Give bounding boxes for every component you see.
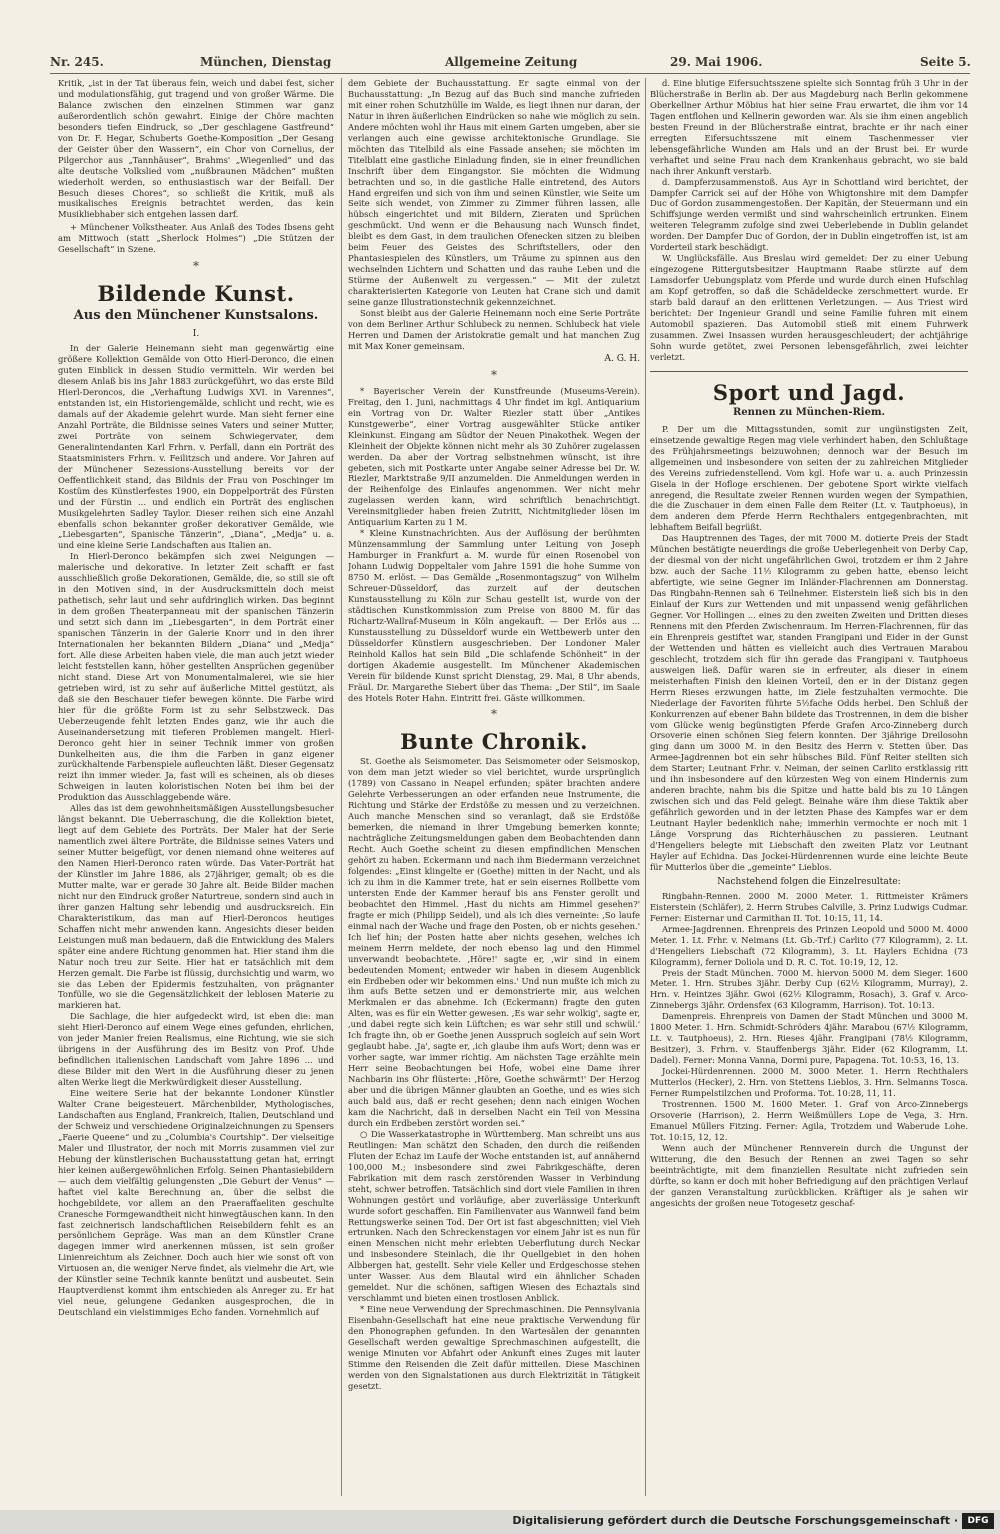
issue-date: 29. Mai 1906. xyxy=(670,55,763,69)
article-text: d. Eine blutige Eifersuchtsszene spielte sich Sonntag früh 3 Uhr in der Blücherstraße in Berlin ab. Der aus Magdeburg nach Berlin gekommene Oberkellner Arthur Möbius hat hier seine Frau erwartet, die ihm vor 14 Tagen entflohen und Kellnerin geworden war. Als sie ihm einen angeblich besten Freund in der Blücherstraße eintrat, brachte er ihr nach einer erregten Eifersuchtsszene mit einem Taschenmesser vier lebensgefährliche Wunden am Hals und an der Brust bei. Er wurde verhaftet und seine Frau nach dem Krankenhaus gebracht, wo sie bald nach ihrer Ankunft verstarb. xyxy=(650,78,968,176)
article-text: In der Galerie Heinemann sieht man gegenwärtig eine größere Kollektion Gemälde von Otto Hierl-Deronco, die einen guten Einblick in dessen Studio vermitteln. Wir werden bei diesem Anlaß bis ins Jahr 1883 zurückgeführt, wo das erste Bild Hierl-Deroncos, die „Verhaftung Ludwigs XVI. in Varennes“, entstanden ist, ein Historiengemälde, schlicht und recht, wie es damals auf der Akademie gelehrt wurde. Man sieht ferner eine Anzahl Porträte, die Bildnisse seines Vaters und seiner Mutter, zwei Porträte von seinem Schwiegervater, dem Generalintendanten Karl Frhrn. v. Perfall, dann ein Porträt des Staatsministers Frhrn. v. Feilitzsch und andere. Vor Jahren auf der Münchener Sezessions-Ausstellung bereits vor der Oeffentlichkeit stand, das Bildnis der Frau von Poschinger im Kostüm des Künstlerfestes 1900, ein Doppelporträt des Fürsten und der Fürstin ... und endlich ein Porträt des englischen Musikgelehrten Sadley Taylor. Dieser reihen sich eine Anzahl ebenfalls schon bekannter großer dekorativer Gemälde, wie „Liebesgarten“, Spanische Tänzerin“, „Diana“, „Medja“ u. a. und eine kleine Serie Landschaften aus Italien an. xyxy=(58,343,334,551)
page-margin xyxy=(50,1493,970,1510)
race-result: Trostrennen. 1500 M. 1600 Meter. 1. Graf von Arco-Zinnebergs Orsoverie (Harrison), 2. Herrn Weißmüllers Lope de Vega, 3. Hrn. Emanuel Müllers Fitzing. Ferner: Agila, Trotzdem und Waberude Lohe. Tot. 10:15, 12, 12. xyxy=(650,1098,968,1142)
column-1 xyxy=(58,78,334,1493)
separator: * xyxy=(491,707,497,722)
article-text: P. Der um die Mittagsstunden, somit zur ungünstigsten Zeit, einsetzende gewaltige Regen mag viele verhindert haben, den Schlußtage des Frühjahrsmeetings beizuwohnen; dennoch war der Besuch im allgemeinen und insbesondere von seiten der zu zahlreichen Mitglieder des Vereins zufriedenstellend. Vom kgl. Hofe war u. a. auch Prinzessin Gisela in der Hofloge erschienen. Der gebotene Sport wirkte vielfach anregend, die Resultate zweier Rennen wurden wegen der Sympathien, die die Zuschauer in dem einen Falle dem Reiter (Lt. v. Tautphoeus), in dem anderen dem Pferde Herrn Rechthalers entgegenbrachten, mit lebhaftem Beifall begrüßt. xyxy=(650,423,968,533)
section-title: Sport und Jagd. xyxy=(712,379,906,405)
article-text: Eine weitere Serie hat der bekannte Londoner Künstler Walter Crane beigesteuert. Märchenbilder, Mythologisches, Landschaften aus England, Frankreich, Italien, Deutschland und der Schweiz und verschiedene Originalzeichnungen zu Spensers „Faerie Queene“ und zu „Columbia's Courtship“. Der vielseitige Maler und Illustrator, der noch mit Morris zusammen viel zur Hebung der künstlerischen Buchausstattung getan hat, erringt hier keinen außergewöhnlichen Erfolg. Seinen Phantasiebildern — auch dem vielfältig gelungensten „Die Geburt der Venus“ — haftet viel kalte Berechnung an, über die selbst die hochgebildete, vor allem an den Praeraffaeliten geschulte Cranesche Formgewandtheit nicht hinwegtäuschen kann. In den fast zeichnerisch landschaftlichen Reisebildern fehlt es an persönlichem Gepräge. Was man an dem Künstler Crane dagegen immer wird anerkennen müssen, ist sein großer Linienreichtum als Zeichner. Doch auch hier wie sonst oft von Virtuosen an, die weniger Nerve findet, als vielmehr die Art, wie der Künstler seine Technik kannte benützt und ausbeutet. Sein Hauptverdienst kommt ihm entschieden als Anreger zu. Er hat viel neue, gelungene Gedanken ausgesprochen, die in Deutschland ein vielstimmiges Echo fanden. Vornehmlich auf xyxy=(58,1088,334,1318)
section-title: Bildende Kunst. xyxy=(97,281,295,307)
article-text: d. Dampferzusammenstoß. Aus Ayr in Schottland wird berichtet, der Dampfer Carrick sei auf der Höhe von Whigtonshire mit dem Dampfer Duc of Gordon zusammengestoßen. Der Kapitän, der Steuermann und ein Schiffsjunge werden vermißt und sind wahrscheinlich ertrunken. Einem weiteren Telegramm zufolge sind zwei Ueberlebende in Dublin gelandet worden. Der Dampfer Duc of Gordon, der in Dublin eingetroffen ist, ist am Vorderteil stark beschädigt. xyxy=(650,176,968,253)
place-day: München, Dienstag xyxy=(200,55,332,69)
article-text: + Münchener Volkstheater. Aus Anlaß des Todes Ibsens geht am Mittwoch (statt „Sherlock Holmes“) „Die Stützen der Gesellschaft“ in Szene. xyxy=(58,222,334,255)
funding-credit: Digitalisierung gefördert durch die Deutsche Forschungsgemeinschaft · xyxy=(512,1514,958,1527)
section-rule xyxy=(650,371,968,378)
issue-number: Nr. 245. xyxy=(50,55,104,69)
article-text: ○ Die Wasserkatastrophe in Württemberg. Man schreibt uns aus Reutlingen: Man schätzt den Schaden, den durch die reißenden Fluten der Echaz im Laufe der Woche entstanden ist, auf annähernd 100,000 M.; insbesondere sind zwei Fabrikgeschäfte, deren Fabrikation mit dem rasch zerstörenden Wasser in Verbindung steht, schwer betroffen. Tatsächlich sind dort viele Familien in ihren Wohnungen gestört und vorläufige, aber zuverlässige Unterkunft wurde sofort geschaffen. Ein Familienvater aus Wannweil fand beim Rettungswerke seinen Tod. Der Ort ist fast abgeschnitten; viel Vieh ertrunken. Nach den Schreckenstagen vor einem Jahr ist es nun für einen Menschen nicht mehr erlebten Ueberflutung durch Neckar und insbesondere Steinlach, die ihr Quellgebiet in den hohen Albbergen hat, gestellt. Sehr viele Keller und Erdgeschosse stehen unter Wasser. Aus dem Blautal wird ein ähnlicher Schaden gemeldet. Nur die schönen, saftigen Wiesen des Echaztals sind verschlammt und bieten einen trostlosen Anblick. xyxy=(348,1128,640,1304)
race-result: Jockei-Hürdenrennen. 2000 M. 3000 Meter. 1. Herrn Rechthalers Mutterlos (Hecker), 2. Hrn. von Stettens Lieblos, 3. Hrn. Selmanns Tosca. Ferner Rumpelstilzchen und Proforma. Tot. 10:28, 11, 11. xyxy=(650,1066,968,1099)
section-subtitle: Aus den Münchener Kunstsalons. xyxy=(73,308,319,324)
part-numeral: I. xyxy=(192,329,200,340)
article-text: dem Gebiete der Buchausstattung. Er sagte einmal von der Buchausstattung: „In Bezug auf das Buch sind manche zufrieden mit einer rohen Schutzhülle im Walde, es liegt ihnen nur daran, der Natur in ihren äußerlichen Eindrücken so nahe wie möglich zu sein. Andere möchten wohl ihr Haus mit einem Garten umgeben, aber sie verlangen auch eine gewisse architektonische Grundlage. Sie möchten das Titelbild als eine Fassade ansehen; sie möchten im Titelblatt eine gastliche Einladung finden, sie in einer freundlichen Inschrift über dem Eingangstor. Sie möchten die Widmung betrachten und so, in die gastliche Halle eintretend, des Autors Hand ergreifen und sich von ihm und seinen Künstler, wie Seite um Seite sich wendet, von Zimmer zu Zimmer führen lassen, alle hübsch eingerichtet und mit Bildern, Zieraten und Sprüchen geschmückt. Und wenn er die Behausung nach Wunsch findet, bleibt es dem Gast, in dem traulichen Ofenecken sitzen zu bleiben beim Feuer des Geistes des Schriftstellers, oder den Phantasiespielen des Künstlers, um Träume zu spinnen aus den wechselnden Lichtern und Schatten und das rauhe Leben und die Stürme der Außenwelt zu vergessen.“ — Mit der zuletzt charakterisierten Kategorie von Leuten hat Crane sich und damit seine ganze Illustrationstechnik gekennzeichnet. xyxy=(348,78,640,308)
article-text: Kritik, „ist in der Tat überaus fein, weich und dabei fest, sicher und modulationsfähig, gut tragend und von großer Wärme. Die Balance zwischen den einzelnen Stimmen war ganz außerordentlich schön gewahrt. Einige der Chöre machten besonders tiefen Eindruck, so „Der geschlagene Gastfreund“ von Dr. F. Hegar, Schuberts Goethe-Komposition „Der Gesang der Geister über den Wassern“, ein Chor von Cornelius, der Pilgerchor aus „Tannhäuser“, Brahms' „Wiegenlied“ und das alte deutsche Volkslied vom „nußbraunen Mädchen“ mußten wiederholt werden, so enthusiastisch war der Beifall. Der Besuch dieses Chores“, so schließt die Kritik, muß als musikalisches Ereignis betrachtet werden, das kein Musikliebhaber sich entgehen lassen darf. xyxy=(58,78,334,220)
dfg-logo-icon: DFG xyxy=(962,1513,994,1529)
page-header xyxy=(50,55,970,71)
article-text: W. Unglücksfälle. Aus Breslau wird gemeldet: Der zu einer Uebung eingezogene Rittergutsbesitzer Hauptmann Raabe stürzte auf dem Lamsdorfer Uebungsplatz vom Pferde und wurde durch einen Hufschlag am Kopf getroffen, so daß die Schädeldecke zerschmettert wurde. Er starb bald darauf an den erlittenen Verletzungen. — Aus Triest wird berichtet: Der Ingenieur Grandl und seine Familie fuhren mit einem Automobil spazieren. Das Automobil stieß mit einem Fuhrwerk zusammen. Zwei Insassen wurden herausgeschleudert; der achtjährige Sohn wurde getötet, zwei Personen lebensgefährlich, zwei leichter verletzt. xyxy=(650,253,968,362)
header-rule xyxy=(50,73,970,74)
column-2 xyxy=(348,78,640,1493)
article-text: Wenn auch der Münchener Rennverein durch die Ungunst der Witterung, die den Besuch der Rennen an zwei Tagen so sehr beeinträchtigte, mit dem finanziellen Resultate nicht zufrieden sein dürfte, so kann er doch mit hoher Befriedigung auf den prächtigen Verlauf der ganzen Veranstaltung zurückblicken. Kräftiger als je sahen wir angesichts der großen neue Totogesetz geschaf- xyxy=(650,1142,968,1208)
article-text: Alles das ist dem gewohnheitsmäßigen Ausstellungsbesucher längst bekannt. Die Ueberraschung, die die Kollektion bietet, liegt auf dem Gebiete des Porträts. Der Maler hat der Serie namentlich zwei ältere Porträte, die Bildnisse seines Vaters und seiner Mutter beigefügt, vor denen niemand ohne weiteres auf den Namen Hierl-Deronco raten würde. Das Vater-Porträt hat der Künstler im Jahre 1886, als 27jähriger, gemalt; ob es die Mutter malte, war er gerade 30 Jahre alt. Beide Bilder machen nicht nur den Eindruck großer Naturtreue, sondern sind auch in ihrer ganzen Haltung sehr lebendig und ausdrucksreich. Ein Charakteristikum, das man auf Hierl-Deroncos heutiges Schaffen nicht mehr anwenden kann. Angesichts dieser beiden Leistungen muß man bedauern, daß die Entwicklung des Malers später eine andere Richtung genommen hat. Hier stand ihm die Natur noch treu zur Seite. Hier hat er tatsächlich mit dem Herzen gemalt. Die Farbe ist flüssig, durchsichtig und warm, wo sie das Leben der Epidermis festzuhalten, von prägnanter Tonfülle, wo sie die Gegensätzlichkeit der leblosen Materie zu markieren hat. xyxy=(58,803,334,1011)
race-result: Damenpreis. Ehrenpreis von Damen der Stadt München und 3000 M. 1800 Meter. 1. Hrn. Schmidt-Schröders 4jähr. Marabou (67½ Kilogramm, Lt. v. Tautphoeus), 2. Hrn. Rieses 4jähr. Frangipani (78½ Kilogramm, Besitzer), 3. Frhrn. v. Stauffenbergs 3jähr. Eider (62 Kilogramm, Lt. Dadel). Ferner: Monna Vanna, Dormi pure, Papagena. Tot. 10:53, 16, 13. xyxy=(650,1011,968,1066)
section-title: Bunte Chronik. xyxy=(400,729,588,755)
article-text: Sonst bleibt aus der Galerie Heinemann noch eine Serie Porträte von dem Berliner Arthur Schlubeck zu nennen. Schlubeck hat viele Herren und Damen der Aristokratie gemalt und hat manchen Zug mit Max Koner gemeinsam. xyxy=(348,308,640,351)
section-subtitle: Rennen zu München-Riem. xyxy=(732,406,886,418)
author-signature: A. G. H. xyxy=(604,353,640,364)
digitization-footer xyxy=(0,1510,1000,1534)
column-divider xyxy=(341,78,342,1496)
race-result: Ringbahn-Rennen. 2000 M. 2000 Meter. 1. Rittmeister Krämers Eisterstein (Schläfer), 2. Herrn Strubes Calville, 3. Prinz Ludwigs Cudmar. Ferner: Eisternar und Carmithan II. Tot. 10:15, 11, 14. xyxy=(650,890,968,923)
article-text: Das Hauptrennen des Tages, der mit 7000 M. dotierte Preis der Stadt München bestätigte neuerdings die große Ueberlegenheit von Derby Cap, der diesmal von der nicht ungefährlichen Gwoi, trotzdem er ihm 2 Jahre bzw. auch der Sache 11½ Kilogramm zu geben hatte, ebenso leicht abfertigte, wie seine Gegner im Inländer-Flachrennen am Donnerstag. Das Ringbahn-Rennen sah 6 Teilnehmer. Eisterstein ließ sich bis in den Einlauf der Kurs zur Wettenden und mit unpassend wenig gefährlichen Gegner. Vor Hollingen ... eines zu den zweiten Zweiten und Dritten dieses Rennens mit den Pferden Zwischenraum. Im Herren-Flachrennen, für das ein Ehrenpreis gestiftet war, standen Frangipani und Eider in der Gunst der Wettenden und hätten es vielleicht auch dies Vertrauen Marabou geschlecht, trotzdem sich für ihn gerade das Frangipani v. Tautphoeus ausweigen ließ. Dafür waren sie in erfreuter, als dieser in einem meisterhaften Finish den kleinen Vorteil, den er in der Distanz gegen Herrn Rieses erzwungen hatte, im Ziele festzuhalten vermochte. Die Niederlage der Favoriten führte 5½fache Odds herbei. Den Schluß der Konkurrenzen auf ebener Bahn bildete das Trostrennen, in dem die bisher vom Glücke wenig begünstigten Pferde Grafen Arco-Zinneberg durch Orsoverie einen schönen Sieg feiern konnten. Der 3jährige Dreilosohn ging dann um 3000 M. in den Besitz des Herrn v. Stetten über. Das Armee-Jagdrennen bot ein sehr hübsches Bild. Fünf Reiter stellten sich dem Starter; Leutnant Frhr. v. Neiman, der seinen Carlito erstklassig ritt und ihn insbesondere auf den kürzesten Weg von einem Hindernis zum anderen brachte, nahm bis die Spitze und hatte bald bis zu 10 Längen zwischen sich und das Feld gelegt. Beinahe wäre ihm diese Taktik aber gefährlich geworden und in der letzten Phase des Kampfes war er dem Leutnant Hayler bedenklich nahe; immerhin vermochte er noch mit 1 Länge Vorsprung das Richterhäuschen zu passieren. Leutnant d'Hengeliers belegte mit Liebschaft den zweiten Platz vor Leutnant Hayler auf Echidna. Das Jockei-Hürdenrennen wurde eine leichte Beute für Mutterlos über die „gemeinte“ Lieblos. xyxy=(650,533,968,872)
masthead: Allgemeine Zeitung xyxy=(445,55,578,69)
article-text: * Kleine Kunstnachrichten. Aus der Auflösung der berühmten Münzensammlung der Sammlung unter Leitung von Joseph Hamburger in Frankfurt a. M. wurde für einen Rosenobel von Johann Ludwig Doppeltaler vom Jahre 1591 die hohe Summe von 8750 M. erlöst. — Das Gemälde „Rosenmontagszug“ von Wilhelm Schreuer-Düsseldorf, das zurzeit auf der deutschen Kunstausstellung zu Köln zur Schau gestellt ist, wurde von der städtischen Kunstkommission zum Preise von 8800 M. für das Richartz-Wallraf-Museum in Köln angekauft. — Der Erlös aus ... Kunstausstellung zu Düsseldorf wurde ein Wettbewerb unter den Düsseldorfer Künstlern ausgeschrieben. Der Londoner Maler Reinhold Kallos hat sein Bild „Die schlafende Schönheit“ in der dortigen Akademie ausgestellt. Im Münchener Akademischen Verein für bildende Kunst spricht Dienstag, 29. Mai, 8 Uhr abends, Fräul. Dr. Margarethe Siebert über das Thema: „Der Stil“, im Saale des Hotels Roter Hahn. Eintritt frei. Gäste willkommen. xyxy=(348,528,640,703)
column-3 xyxy=(650,78,968,1493)
article-text: St. Goethe als Seismometer. Das Seismometer oder Seismoskop, von dem man jetzt wieder so viel berichtet, wurde ursprünglich (1789) von Cassano in Neapel erfunden; später brachten andere Gelehrte Verbesserungen an oder erfanden neue Instrumente, die Richtung und Stärke der Erdstöße zu messen und zu verzeichnen. Auch manche Menschen sind so veranlagt, daß sie Erdstöße bemerken, die niemand in ihrer Umgebung bemerken konnte; nachträgliche Zeitungsmeldungen gaben dem Beobachtenden dann Recht. Auch Goethe scheint zu diesen empfindlichen Menschen gehört zu haben. Eckermann und nach ihm Biedermann verzeichnet folgendes: „Einst klingelte er (Goethe) mitten in der Nacht, und als ich zu ihm in die Kammer trete, hat er sein eisernes Rollbette vom untersten Ende der Kammer herauf bis ans Fenster gerollt und beobachtet den Himmel. ,Hast du nichts am Himmel gesehen?' fragte er mich (Philipp Seidel), und als ich dies verneinte: ,So laufe einmal nach der Wache und frage den Posten, ob er nichts gesehen.' Ich lief hin; der Posten hatte aber nichts gesehen, welches ich meinem Herrn meldete, der noch ebenso lag und den Himmel unverwandt beobachtete. ,Höre!' sagte er, ,wir sind in einem bedeutenden Moment; entweder wir haben in diesem Augenblick ein Erdbeben oder wir bekommen eins.' Und nun mußte ich mich zu ihm aufs Bette setzen und er demonstrierte mir, aus welchen Merkmalen er das abnehme. Ich (Eckermann) fragte den guten Alten, was es für ein Wetter gewesen. ,Es war sehr wolkig', sagte er, ,und dabei regte sich kein Lüftchen; es war sehr still und schwül.' Ich fragte ihn, ob er Goethe jenen Ausspruch sogleich auf sein Wort geglaubt habe. ,Ja', sagte er, ,ich glaube ihm aufs Wort; denn was er vorher sagte, war immer richtig. Am nächsten Tage erzählte mein Herr seine Beobachtungen bei Hofe, wobei eine Dame ihrer Nachbarin ins Ohr flüsterte: ,Höre, Goethe schwärmt!' Der Herzog aber und die übrigen Männer glaubten an Goethe, und es wies sich auch bald aus, daß er recht gesehen; denn nach einigen Wochen kam die Nachricht, daß in derselben Nacht ein Teil von Messina durch ein Erdbeben zerstört worden sei.“ xyxy=(348,756,640,1128)
article-text: Die Sachlage, die hier aufgedeckt wird, ist eben die: man sieht Hierl-Deronco auf einem Wege eines gefunden, ehrlichen, von jeder Manier freien Realismus, eine Richtung, wie sie sich übrigens in der Ausführung des im Besitz von Prof. Uhde befindlichen italienischen Landschaft vom Jahre 1896 ... und diese Bilder mit den Wert in die Ausführung dieser zu jenen alten Werke liegt die Merkwürdigkeit dieser Ausstellung. xyxy=(58,1011,334,1088)
article-text: In Hierl-Deronco bekämpfen sich zwei Neigungen — malerische und dekorative. In letzter Zeit schafft er fast ausschließlich große Dekorationen, Gemälde, die, so still sie oft in den Motiven sind, in der Ausdrucksmitteln doch meist pathetisch, sehr laut und sehr aufdringlich wirken. Das beginnt in dem großen Theaterpanneau mit der spanischen Tänzerin und setzt sich dann im „Liebesgarten“, in dem Porträt einer spanischen Tänzerin in der Galerie Knorr und in den ihrer Internationalen her bekannten Bildern „Diana“ und „Medja“ fort. Alle diese Arbeiten haben viele, die man auch jetzt wieder leicht feststellen kann, höher gestellten Ansprüchen gegenüber nicht stand. Diese Art von Monumentalmalerei, wie sie hier getrieben wird, ist zu sehr auf äußerliche Mittel gestützt, als daß sie den Beschauer tiefer bewegen könnte. Die Farbe wird hier für die größte Form ist zu sehr Selbstzweck. Das Ueberzeugende fehlt letzten Endes ganz, wie ihr auch die Auseinandersetzung mit tieferen Problemen mangelt. Hierl-Deronco geht hier in seiner Technik immer von großen Dunkelheiten aus, die ihm die Farben in ganz eigener zurückhaltende Farbenspiele aufleuchten läßt. Dieser Gegensatz reizt ihn immer wieder. Ja, fast will es scheinen, als ob dieses Schweigen in lauten koloristischen Noten bei ihm bei der Produktion das Ausschlaggebende wäre. xyxy=(58,551,334,803)
article-text: * Eine neue Verwendung der Sprechmaschinen. Die Pennsylvania Eisenbahn-Gesellschaft hat eine neue praktische Verwendung für den Phonographen gefunden. In den Wartesälen der genannten Gesellschaft werden gewaltige Sprechmaschinen aufgestellt, die wenige Minuten vor Abfahrt oder Ankunft eines Zuges mit lauter Stimme den Reisenden die Zeit dafür mitteilen. Diese Maschinen werden von den Signalstationen aus durch Elektrizität in Tätigkeit gesetzt. xyxy=(348,1304,640,1391)
column-divider xyxy=(645,78,646,1496)
separator: * xyxy=(193,259,199,274)
page-label: Seite 5. xyxy=(920,55,971,69)
separator: * xyxy=(491,367,497,382)
article-text: * Bayerischer Verein der Kunstfreunde (Museums-Verein). Freitag, den 1. Juni, nachmittags 4 Uhr findet im kgl. Antiquarium ein Vortrag von Dr. Walter Riezler statt über „Antikes Kunstgewerbe“, einer Vortrag ausgewählter Stücke antiker Kleinkunst. Eingang am Südtor der Neuen Pinakothek. Wegen der Kleinheit der Objekte können nicht mehr als 30 Zuhörer zugelassen werden. Da aber der Vortrag selbstnehmen wünscht, ist ihre gebeten, sich mit Postkarte unter Angabe seiner Adresse bei Dr. W. Riezler, Marktstraße 9/II anzumelden. Die Anmeldungen werden in der Reihenfolge des Einlaufes angenommen. Wer nicht mehr zugelassen werden kann, wird schriftlich benachrichtigt. Vereinsmitglieder haben freien Zutritt, Nichtmitglieder lösen im Antiquarium Karten zu 1 M. xyxy=(348,385,640,528)
race-result: Armee-Jagdrennen. Ehrenpreis des Prinzen Leopold und 5000 M. 4000 Meter. 1. Lt. Frhr. v. Neimans (Lt. Gb.-Trf.) Carlito (77 Kilogramm), 2. Lt. d'Hengeliers Liebschaft (72 Kilogramm), 3. Lt. Haylers Echidna (73 Kilogramm), ferner Doliola und D. R. C. Tot. 10:19, 12, 12. xyxy=(650,923,968,967)
results-heading: Nachstehend folgen die Einzelresultate: xyxy=(717,876,901,887)
race-result: Preis der Stadt München. 7000 M. hiervon 5000 M. dem Sieger. 1600 Meter. 1. Hrn. Strubes 3jähr. Derby Cup (62½ Kilogramm, Murray), 2. Hrn. v. Heintzes 3jähr. Gwoi (62½ Kilogramm, Rosach), 3. Graf v. Arco-Zinnebergs 3jähr. Ordensfex (63 Kilogramm, Harrison). Tot. 10:13. xyxy=(650,967,968,1011)
